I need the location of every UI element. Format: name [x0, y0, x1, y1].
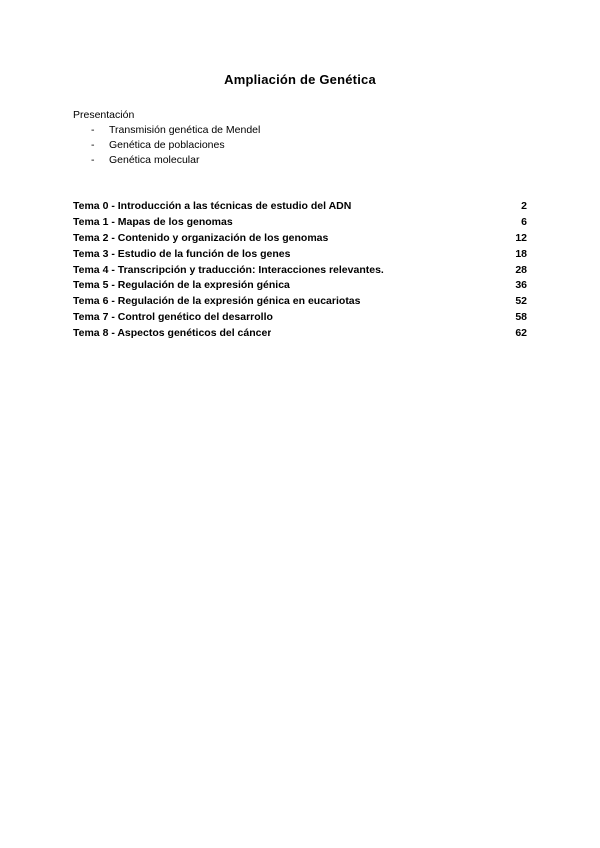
- intro-list-item: [73, 138, 533, 153]
- toc-entry-page: 18: [515, 247, 527, 260]
- toc-entry-page: 52: [515, 295, 527, 308]
- intro-item-label: Genética de poblaciones: [109, 139, 225, 151]
- toc-entry-label: Tema 3 - Estudio de la función de los genes: [73, 247, 291, 260]
- toc-entry[interactable]: [73, 247, 527, 263]
- intro-heading: Presentación: [73, 109, 135, 121]
- intro-list-item: [73, 153, 533, 168]
- toc-entry-label: Tema 0 - Introducción a las técnicas de estudio del ADN: [73, 200, 352, 212]
- toc-entry-label: Tema 2 - Contenido y organización de los genomas: [73, 231, 329, 244]
- table-of-contents: [73, 199, 527, 342]
- toc-entry-label: Tema 5 - Regulación de la expresión génica: [73, 279, 290, 292]
- toc-entry-page: 28: [515, 263, 527, 276]
- intro-list: [73, 123, 533, 168]
- toc-entry-page: 36: [515, 279, 527, 292]
- bullet-dash: -: [91, 139, 95, 151]
- toc-entry[interactable]: [73, 231, 527, 247]
- toc-entry-page: 12: [515, 231, 527, 244]
- toc-entry-page: 6: [521, 215, 527, 228]
- toc-entry[interactable]: [73, 199, 527, 215]
- toc-entry-label: Tema 6 - Regulación de la expresión génica en eucariotas: [73, 295, 361, 308]
- toc-entry-label: Tema 1 - Mapas de los genomas: [73, 215, 233, 228]
- toc-entry-label: Tema 4 - Transcripción y traducción: Interacciones relevantes.: [73, 263, 384, 276]
- toc-entry[interactable]: [73, 215, 527, 231]
- bullet-dash: -: [91, 154, 95, 166]
- intro-section: [73, 108, 533, 168]
- toc-entry-page: 62: [515, 327, 527, 340]
- toc-entry[interactable]: [73, 263, 527, 279]
- toc-entry[interactable]: [73, 310, 527, 326]
- document-title: Ampliación de Genética: [224, 72, 376, 87]
- toc-entry-page: 58: [515, 311, 527, 324]
- bullet-dash: -: [91, 124, 95, 136]
- intro-item-label: Transmisión genética de Mendel: [109, 124, 261, 136]
- toc-entry[interactable]: [73, 278, 527, 294]
- toc-entry[interactable]: [73, 294, 527, 310]
- toc-entry[interactable]: [73, 326, 527, 342]
- toc-entry-label: Tema 8 - Aspectos genéticos del cáncer: [73, 327, 272, 340]
- toc-entry-page: 2: [521, 200, 527, 212]
- intro-item-label: Genética molecular: [109, 154, 200, 166]
- intro-list-item: [73, 123, 533, 138]
- toc-entry-label: Tema 7 - Control genético del desarrollo: [73, 311, 273, 324]
